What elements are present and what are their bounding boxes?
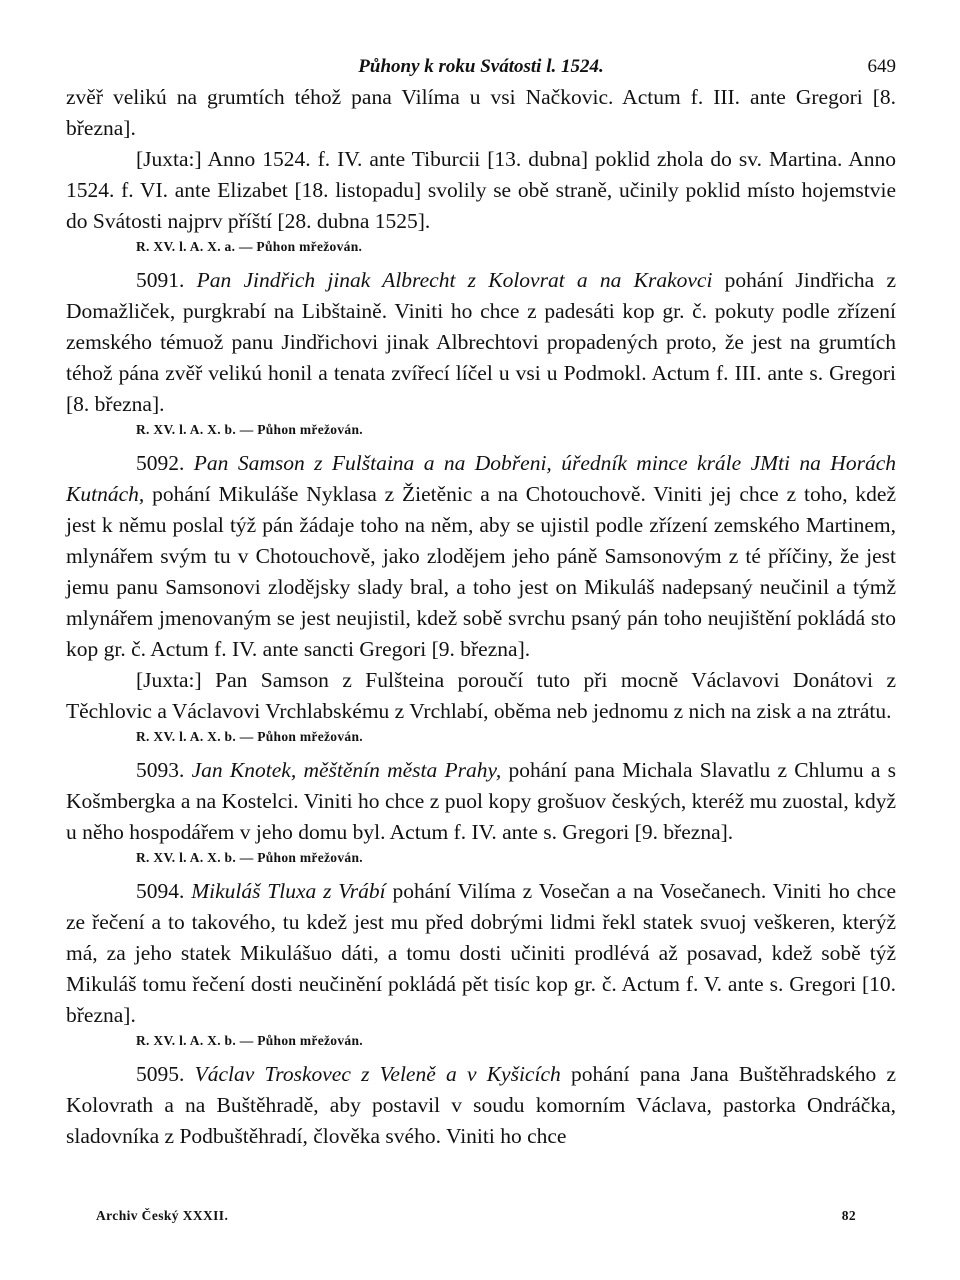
entry-number: 5091. [136, 268, 185, 292]
entry-text: pohání pana Michala Slavatlu z Chlumu a s Košmbergka a na Kostelci. Viniti ho chce z puol kopy grošuov českých, kteréž mu zuostal, když u něho hospodářem v jeho domu byl. Actum f. IV. ante s. Gregori [9. března]. [66, 758, 897, 844]
entry-number: 5092. [136, 451, 185, 475]
archive-reference: R. XV. l. A. X. b. — Půhon mřežován. [136, 422, 363, 437]
entry-number: 5095. [136, 1062, 185, 1086]
entry-5094 [66, 876, 896, 1031]
archive-reference: R. XV. l. A. X. a. — Půhon mřežován. [136, 239, 363, 254]
publication-signature: Archiv Český XXXII. [96, 1208, 229, 1223]
entry-text: pohání Jindřicha z Domažliček, purgkrabí na Libštaině. Viniti ho chce z padesáti kop gr. č. pokuty podle zřízení zemského témuož panu Jindřichovi jinak Albrechtovi propadených proto, že jest na grumtích téhož pána zvěř velikú honil a tenata zvířecí líčel u vsi u Podmokl. Actum f. III. ante s. Gregori [8. března]. [66, 268, 896, 416]
sheet-number: 82 [841, 1208, 856, 1223]
document-page [66, 52, 896, 1152]
entry-text: pohání Mikuláše Nyklasa z Žietěnic a na Chotouchově. Viniti jej chce z toho, kdež jest k němu poslal týž pán žádaje toho na něm, aby se ujistil podle zřízení zemského Martinem, mlynářem svým tu v Chotouchově, jako zlodějem jeho páně Samsonovým z té příčiny, že jest jemu panu Samsonovi zlodějsky slady bral, a toho jest on Mikuláš nadepsaný neučinil a týmž mlynářem jmenovaným se jest neujistil, kdež sobě svrchu psaný pán toho neujištění pokládá sto kop gr. č. Actum f. IV. ante sancti Gregori [9. března]. [66, 482, 896, 661]
entry-number: 5094. [136, 879, 185, 903]
entry-5092 [66, 448, 896, 665]
intro-juxta-paragraph: [Juxta:] Anno 1524. f. IV. ante Tiburcii [13. dubna] poklid zhola do sv. Martina. Anno 1524. f. VI. ante Elizabet [18. listopadu] svolily se obě straně, učinily poklid místo hojemstvie do Svátosti najprv příští [28. dubna 1525]. [66, 147, 896, 233]
entry-number: 5093. [136, 758, 185, 782]
running-title: Půhony k roku Svátosti l. 1524. [358, 56, 604, 77]
entry-text: pohání Vilíma z Vosečan a na Vosečanech. Viniti ho chce ze řečení a to takového, tu kdež jest mu před dobrými lidmi řekl statek svuoj veškeren, kterýž má, za jeho statek Mikulášuo dáti, a tomu dosti učiniti prodlévá až posavad, kdež sobě týž Mikuláš tomu řečení dosti neučinění pokládá pět tisíc kop gr. č. Actum f. V. ante s. Gregori [10. března]. [66, 879, 897, 1027]
entry-5095 [66, 1059, 896, 1152]
entry-5093 [66, 755, 896, 848]
intro-paragraph: zvěř velikú na grumtích téhož pana Vilíma u vsi Načkovic. Actum f. III. ante Gregori [8. března]. [66, 85, 896, 140]
body-text [66, 82, 896, 1152]
plaintiff-name: Mikuláš Tluxa z Vrábí [191, 879, 386, 903]
juxta-paragraph: [Juxta:] Pan Samson z Fulšteina poroučí tuto při mocně Václavovi Donátovi z Těchlovic a Václavovi Vrchlabskému z Vrchlabí, oběma neb jednomu z nich na zisk a na ztrátu. [66, 668, 896, 723]
plaintiff-name: Pan Jindřich jinak Albrecht z Kolovrat a na Krakovci [196, 268, 713, 292]
running-head [66, 52, 896, 82]
archive-reference: R. XV. l. A. X. b. — Půhon mřežován. [136, 729, 363, 744]
page-number: 649 [867, 56, 896, 77]
entry-text: pohání pana Jana Buštěhradského z Kolovrath a na Buštěhradě, aby postavil v soudu komorním Václava, pastorka Ondráčka, sladovníka z Podbuštěhradí, člověka svého. Viniti ho chce [66, 1062, 896, 1148]
archive-reference: R. XV. l. A. X. b. — Půhon mřežován. [136, 1033, 363, 1048]
plaintiff-name: Václav Troskovec z Veleně a v Kyšicích [194, 1062, 561, 1086]
archive-reference: R. XV. l. A. X. b. — Půhon mřežován. [136, 850, 363, 865]
plaintiff-name: Pan Samson z Fulštaina a na Dobřeni, úředník mince krále JMti na Horách Kutnách, [66, 451, 896, 506]
entry-5091 [66, 265, 896, 420]
plaintiff-name: Jan Knotek, měštěnín města Prahy, [191, 758, 502, 782]
